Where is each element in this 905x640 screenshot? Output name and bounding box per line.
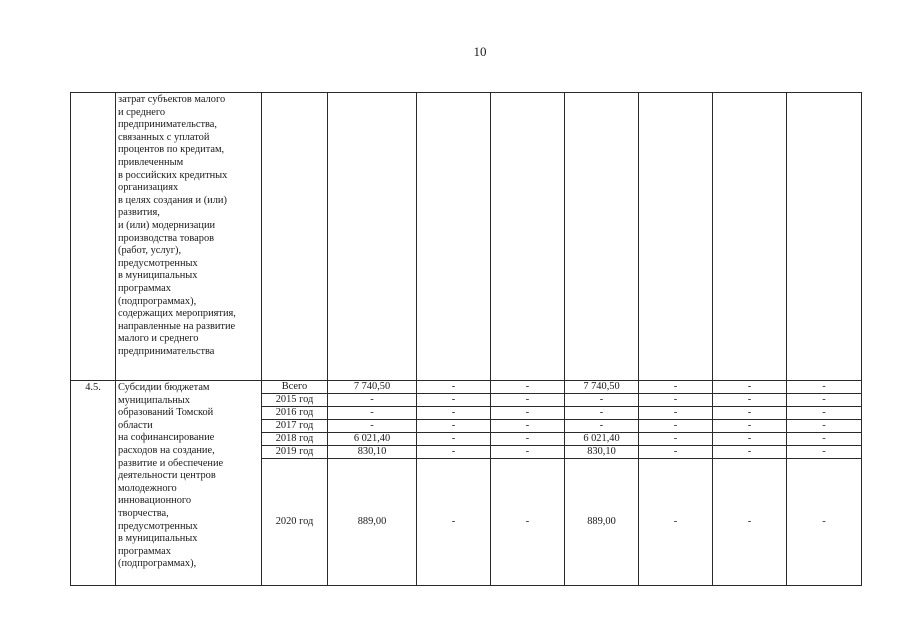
- cell-value: -: [639, 394, 713, 407]
- cell-value: -: [713, 381, 787, 394]
- cell-item-description: Субсидии бюджетам муниципальных образований Томской области на софинансирование расходов на создание, развитие и обеспечение деятельности центров молодежного инновационного творчества, предусмотренных в муниципальных программах (подпрограммах),: [116, 381, 262, 586]
- cell-value: -: [787, 394, 862, 407]
- cell-value: -: [417, 394, 491, 407]
- cell-value: -: [417, 381, 491, 394]
- cell-value: 830,10: [565, 446, 639, 459]
- cell-value: -: [713, 407, 787, 420]
- cell-value: -: [491, 433, 565, 446]
- cell-value: -: [491, 446, 565, 459]
- cell-value: -: [491, 420, 565, 433]
- cell-value: -: [491, 459, 565, 586]
- cell-value: -: [417, 433, 491, 446]
- cell-value-continued-3: [565, 93, 639, 381]
- cell-value: -: [491, 407, 565, 420]
- cell-value: -: [639, 407, 713, 420]
- cell-value: -: [787, 433, 862, 446]
- cell-year: 2016 год: [262, 407, 328, 420]
- cell-value: -: [787, 381, 862, 394]
- table-row-continued: [71, 93, 862, 381]
- cell-year: 2018 год: [262, 433, 328, 446]
- cell-value: -: [328, 420, 417, 433]
- cell-year: 2020 год: [262, 459, 328, 586]
- cell-value: -: [491, 381, 565, 394]
- cell-description-continued: затрат субъектов малого и среднего предпринимательства, связанных с уплатой процентов по кредитам, привлеченным в российских кредитных организациях в целях создания и (или) развития, и (или) модернизации производства товаров (работ, услуг), предусмотренных в муниципальных программах (подпрограммах), содержащих мероприятия, направленные на развитие малого и среднего предпринимательства: [116, 93, 262, 381]
- cell-value: -: [565, 394, 639, 407]
- cell-value: -: [417, 407, 491, 420]
- cell-value: -: [713, 446, 787, 459]
- cell-value: -: [565, 407, 639, 420]
- cell-value-continued-2: [491, 93, 565, 381]
- cell-value: -: [491, 394, 565, 407]
- cell-value: -: [639, 459, 713, 586]
- cell-value: -: [417, 420, 491, 433]
- cell-year: 2019 год: [262, 446, 328, 459]
- cell-value: -: [639, 446, 713, 459]
- cell-item-number: 4.5.: [71, 381, 116, 586]
- cell-value: -: [787, 446, 862, 459]
- cell-value: -: [639, 381, 713, 394]
- cell-value: 830,10: [328, 446, 417, 459]
- cell-value: -: [713, 420, 787, 433]
- cell-number-continued: [71, 93, 116, 381]
- cell-year: Всего: [262, 381, 328, 394]
- cell-value: -: [787, 420, 862, 433]
- cell-value: -: [787, 459, 862, 586]
- cell-value-continued-0: [328, 93, 417, 381]
- cell-value: -: [565, 420, 639, 433]
- cell-value: -: [639, 433, 713, 446]
- cell-year: 2015 год: [262, 394, 328, 407]
- cell-value-continued-4: [639, 93, 713, 381]
- cell-value: 6 021,40: [328, 433, 417, 446]
- program-table: [70, 92, 862, 586]
- cell-value: -: [713, 433, 787, 446]
- cell-value: -: [328, 394, 417, 407]
- cell-year-continued: [262, 93, 328, 381]
- cell-value: 889,00: [328, 459, 417, 586]
- cell-value: -: [639, 420, 713, 433]
- cell-value: 889,00: [565, 459, 639, 586]
- cell-value: 7 740,50: [328, 381, 417, 394]
- cell-value-continued-1: [417, 93, 491, 381]
- cell-value: -: [713, 459, 787, 586]
- cell-value: -: [328, 407, 417, 420]
- table-row-total: [71, 381, 862, 394]
- page-number: 10: [473, 44, 487, 59]
- cell-year: 2017 год: [262, 420, 328, 433]
- cell-value: -: [787, 407, 862, 420]
- cell-value-continued-6: [787, 93, 862, 381]
- cell-value-continued-5: [713, 93, 787, 381]
- cell-value: -: [713, 394, 787, 407]
- cell-value: 6 021,40: [565, 433, 639, 446]
- cell-value: 7 740,50: [565, 381, 639, 394]
- cell-value: -: [417, 446, 491, 459]
- cell-value: -: [417, 459, 491, 586]
